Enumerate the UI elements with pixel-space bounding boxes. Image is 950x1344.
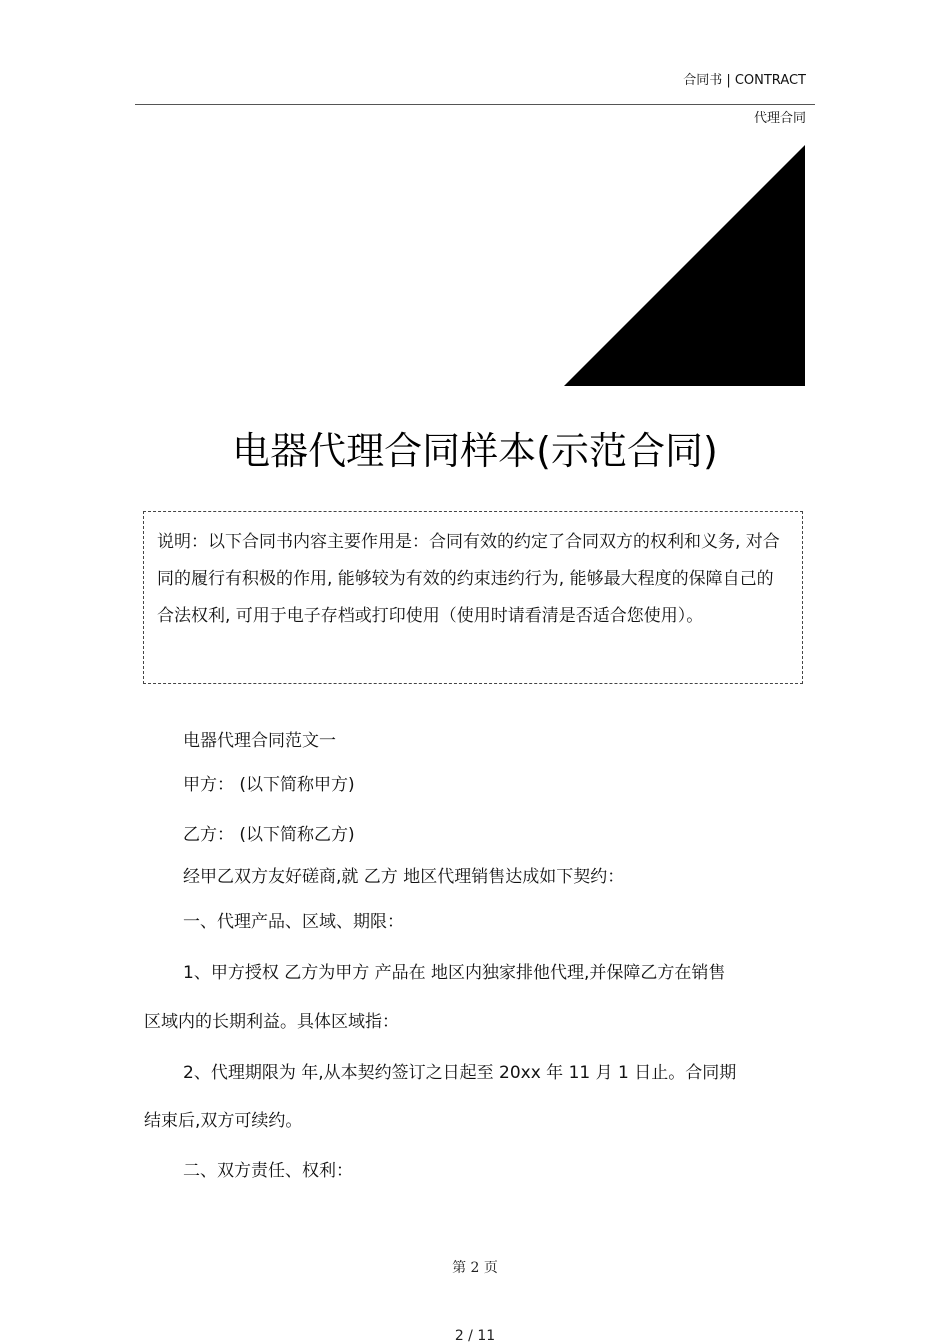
intro-line: 经甲乙双方友好磋商,就 乙方 地区代理销售达成如下契约： — [183, 867, 625, 887]
document-title: 电器代理合同样本(示范合同) — [232, 429, 718, 473]
header-divider — [135, 104, 815, 105]
black-triangle-decoration — [564, 145, 805, 386]
page-count: 2 / 11 — [454, 1328, 496, 1344]
item-2-line-2: 结束后,双方可续约。 — [144, 1111, 303, 1131]
notice-text: 说明：以下合同书内容主要作用是：合同有效的约定了合同双方的权利和义务, 对合同的履行有积极的作用, 能够较为有效的约束违约行为, 能够最大程度的保障自己的合法权利, 可用于电子存档或打印使用（使用时请看清是否适合您使用）。 — [157, 532, 780, 626]
item-2-line-1: 2、代理期限为 年,从本契约签订之日起至 20xx 年 11 月 1 日止。合同期 — [183, 1063, 737, 1083]
section-2-heading: 二、双方责任、权利： — [183, 1161, 353, 1181]
party-a-line: 甲方： (以下简称甲方) — [183, 775, 355, 795]
body-heading: 电器代理合同范文一 — [183, 731, 336, 751]
notice-box — [143, 511, 803, 684]
header-contract-label: 合同书 | CONTRACT — [683, 73, 806, 88]
page-number-label: 第 2 页 — [452, 1260, 498, 1276]
item-1-line-1: 1、甲方授权 乙方为甲方 产品在 地区内独家排他代理,并保障乙方在销售 — [183, 963, 726, 983]
section-1-heading: 一、代理产品、区域、期限： — [183, 912, 404, 932]
item-1-line-2: 区域内的长期利益。具体区域指： — [144, 1012, 399, 1032]
header-subtitle: 代理合同 — [753, 111, 806, 126]
party-b-line: 乙方： (以下简称乙方) — [183, 825, 355, 845]
